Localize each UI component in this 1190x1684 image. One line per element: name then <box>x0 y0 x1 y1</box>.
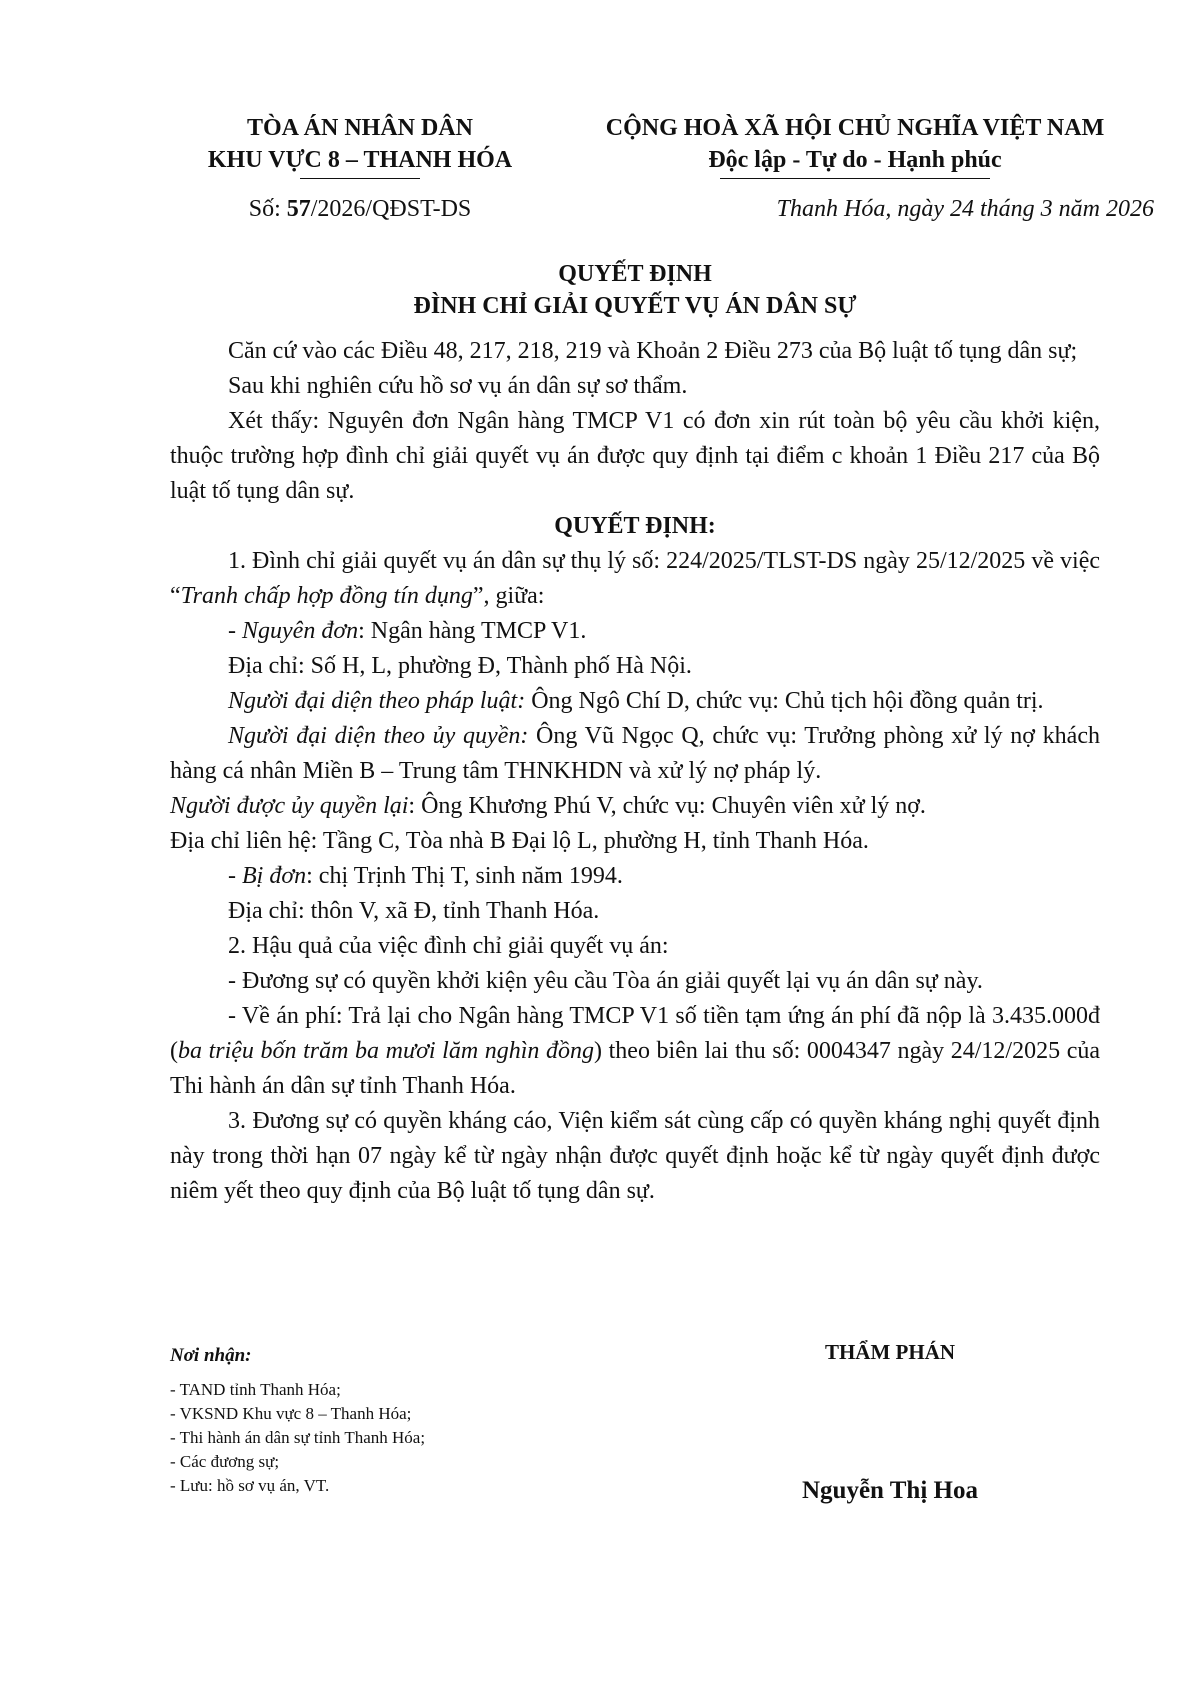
plaintiff: - Nguyên đơn: Ngân hàng TMCP V1. <box>228 618 587 644</box>
defendant-label: Bị đơn <box>242 863 307 889</box>
authorized-representative <box>170 719 1100 789</box>
fee-text-b: ) theo biên lai thu số: 0004347 ngày 24/12/2025 của Thi hành án dân sự tỉnh Thanh Hóa. <box>170 1038 1101 1099</box>
plaintiff-label: Nguyên đơn <box>242 618 359 644</box>
signature-block <box>740 1340 1040 1505</box>
judge-title: THẨM PHÁN <box>824 1340 956 1364</box>
recipient-item: - Thi hành án dân sự tỉnh Thanh Hóa; <box>170 1428 426 1447</box>
fee-text-a: - Về án phí: Trả lại cho Ngân hàng TMCP V1 số tiền tạm ứng án phí đã nộp là 3.435.000đ ( <box>170 1003 1100 1064</box>
legal-representative <box>170 684 1100 719</box>
number-prefix: Số: <box>248 196 287 222</box>
document-title <box>170 258 1100 322</box>
judge-name: Nguyễn Thị Hoa <box>802 1477 978 1504</box>
consequence-refile: - Đương sự có quyền khởi kiện yêu cầu Tòa án giải quyết lại vụ án dân sự này. <box>228 968 983 994</box>
sub-auth-value: : Ông Khương Phú V, chức vụ: Chuyên viên xử lý nợ. <box>408 793 926 819</box>
item1-text-b: ”, giữa: <box>472 583 545 609</box>
recipient-item: - Lưu: hồ sơ vụ án, VT. <box>170 1476 330 1495</box>
recipients-heading: Nơi nhận: <box>170 1345 252 1366</box>
finding: Xét thấy: Nguyên đơn Ngân hàng TMCP V1 có đơn xin rút toàn bộ yêu cầu khởi kiện, thuộc trường hợp đình chỉ giải quyết vụ án được quy định tại điểm c khoản 1 Điều 217 của Bộ luật tố tụng dân sự. <box>170 408 1100 504</box>
case-type: Tranh chấp hợp đồng tín dụng <box>180 583 473 609</box>
decision-item-1 <box>170 544 1100 614</box>
contact-address: Địa chỉ liên hệ: Tầng C, Tòa nhà B Đại lộ L, phường H, tỉnh Thanh Hóa. <box>170 828 869 854</box>
defendant-value: : chị Trịnh Thị T, sinh năm 1994. <box>306 863 623 889</box>
fee-in-words: ba triệu bốn trăm ba mươi lăm nghìn đồng <box>178 1038 595 1064</box>
national-motto <box>555 112 1155 179</box>
court-fee <box>170 999 1100 1104</box>
legal-rep-label: Người đại diện theo pháp luật: <box>228 688 526 714</box>
recipient-item: - VKSND Khu vực 8 – Thanh Hóa; <box>170 1404 412 1423</box>
place-date: Thanh Hóa, ngày 24 tháng 3 năm 2026 <box>776 196 1154 222</box>
court-underline <box>300 178 420 179</box>
document-body <box>170 334 1100 1209</box>
decision-number <box>190 196 530 223</box>
title-line-1: QUYẾT ĐỊNH <box>558 261 712 287</box>
decision-item-2: 2. Hậu quả của việc đình chỉ giải quyết vụ án: <box>228 933 669 959</box>
legal-basis: Căn cứ vào các Điều 48, 217, 218, 219 và Khoản 2 Điều 273 của Bộ luật tố tụng dân sự; <box>228 338 1078 364</box>
auth-rep-label: Người đại diện theo ủy quyền: <box>228 723 529 749</box>
recipients-list <box>170 1378 650 1498</box>
defendant-address: Địa chỉ: thôn V, xã Đ, tỉnh Thanh Hóa. <box>228 898 600 924</box>
plaintiff-address: Địa chỉ: Số H, L, phường Đ, Thành phố Hà Nội. <box>228 653 692 679</box>
number-value: 57 <box>286 196 311 222</box>
motto-underline <box>720 178 990 179</box>
sub-authorized-person <box>170 789 1100 824</box>
court-header <box>190 112 530 179</box>
country-name: CỘNG HOÀ XÃ HỘI CHỦ NGHĨA VIỆT NAM <box>605 115 1105 141</box>
number-suffix: /2026/QĐST-DS <box>310 196 472 222</box>
decision-item-3: 3. Đương sự có quyền kháng cáo, Viện kiểm sát cùng cấp có quyền kháng nghị quyết định này trong thời hạn 07 ngày kể từ ngày nhận được quyết định hoặc kể từ ngày quyết định được niêm yết theo quy định của Bộ luật tố tụng dân sự. <box>170 1108 1100 1204</box>
recipient-item: - TAND tỉnh Thanh Hóa; <box>170 1380 341 1399</box>
recipient-item: - Các đương sự; <box>170 1452 280 1471</box>
court-name: TÒA ÁN NHÂN DÂN <box>246 115 473 141</box>
legal-rep-value: Ông Ngô Chí D, chức vụ: Chủ tịch hội đồng quản trị. <box>525 688 1044 714</box>
defendant: - Bị đơn: chị Trịnh Thị T, sinh năm 1994. <box>228 863 623 889</box>
sub-auth-label: Người được ủy quyền lại <box>170 793 409 819</box>
decision-heading: QUYẾT ĐỊNH: <box>554 513 716 539</box>
motto: Độc lập - Tự do - Hạnh phúc <box>708 147 1002 173</box>
court-region: KHU VỰC 8 – THANH HÓA <box>207 147 513 173</box>
title-line-2: ĐÌNH CHỈ GIẢI QUYẾT VỤ ÁN DÂN SỰ <box>413 293 857 319</box>
study-note: Sau khi nghiên cứu hồ sơ vụ án dân sự sơ thẩm. <box>228 373 688 399</box>
item1-text-a: 1. Đình chỉ giải quyết vụ án dân sự thụ lý số: 224/2025/TLST-DS ngày 25/12/2025 về việc “ <box>170 548 1100 609</box>
auth-rep-value: Ông Vũ Ngọc Q, chức vụ: Trưởng phòng xử lý nợ khách hàng cá nhân Miền B – Trung tâm THNKHDN và xử lý nợ pháp lý. <box>170 723 1100 784</box>
recipients <box>170 1344 650 1498</box>
plaintiff-value: : Ngân hàng TMCP V1. <box>358 618 587 644</box>
